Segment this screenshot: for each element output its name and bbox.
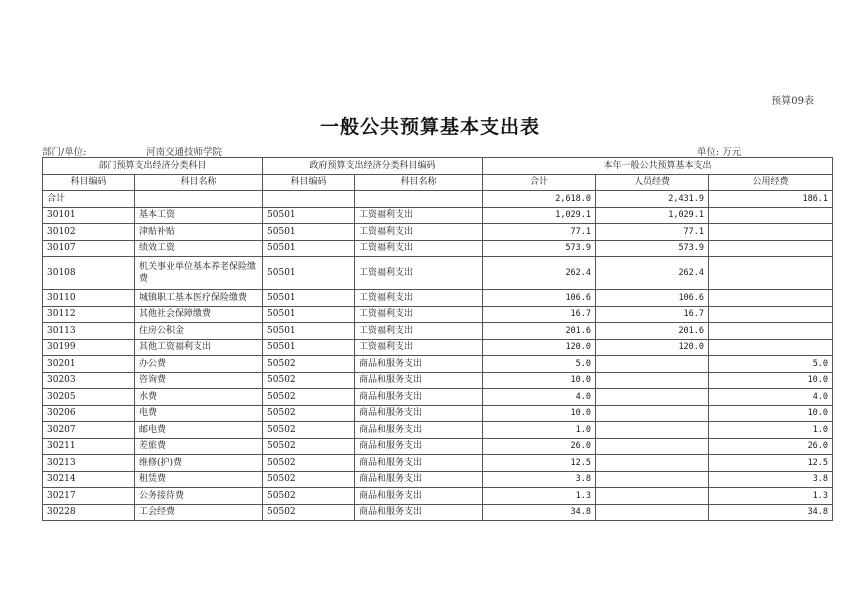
table-row — [43, 389, 833, 406]
cell-total: 5.0 — [483, 356, 596, 373]
cell-name: 租赁费 — [135, 471, 263, 488]
table-row — [43, 290, 833, 307]
column-header-row — [43, 174, 833, 191]
cell-personnel — [596, 455, 709, 472]
cell-personnel: 106.6 — [596, 290, 709, 307]
group-header-gov: 政府预算支出经济分类科目编码 — [263, 158, 483, 175]
cell-gov-code: 50501 — [263, 339, 355, 356]
table-row — [43, 455, 833, 472]
total-public: 186.1 — [709, 191, 833, 208]
cell-public — [709, 323, 833, 340]
cell-name: 维修(护)费 — [135, 455, 263, 472]
cell-name: 工会经费 — [135, 504, 263, 521]
cell-public: 10.0 — [709, 372, 833, 389]
cell-code: 30101 — [43, 207, 135, 224]
cell-gov-code: 50501 — [263, 224, 355, 241]
cell-gov-name: 工资福利支出 — [355, 240, 483, 257]
cell-gov-code: 50501 — [263, 240, 355, 257]
form-code: 预算09表 — [771, 96, 814, 107]
cell-code: 30214 — [43, 471, 135, 488]
col-header-gov-name: 科目名称 — [355, 174, 483, 191]
cell-personnel — [596, 372, 709, 389]
cell-gov-code: 50502 — [263, 471, 355, 488]
cell-gov-code: 50502 — [263, 422, 355, 439]
cell-personnel: 120.0 — [596, 339, 709, 356]
cell-code: 30110 — [43, 290, 135, 307]
cell-public — [709, 207, 833, 224]
meta-line — [42, 144, 832, 156]
col-header-code: 科目编码 — [43, 174, 135, 191]
cell-public — [709, 306, 833, 323]
cell-gov-code: 50502 — [263, 356, 355, 373]
total-empty-gov-code — [263, 191, 355, 208]
cell-code: 30203 — [43, 372, 135, 389]
cell-total: 26.0 — [483, 438, 596, 455]
cell-gov-code: 50501 — [263, 306, 355, 323]
cell-name: 咨询费 — [135, 372, 263, 389]
cell-total: 201.6 — [483, 323, 596, 340]
cell-name: 机关事业单位基本养老保险缴费 — [135, 257, 263, 290]
cell-name: 基本工资 — [135, 207, 263, 224]
cell-personnel: 573.9 — [596, 240, 709, 257]
table-row — [43, 356, 833, 373]
cell-name: 公务接待费 — [135, 488, 263, 505]
cell-gov-code: 50501 — [263, 290, 355, 307]
cell-personnel — [596, 488, 709, 505]
cell-total: 12.5 — [483, 455, 596, 472]
cell-code: 30206 — [43, 405, 135, 422]
cell-name: 其他工资福利支出 — [135, 339, 263, 356]
cell-public: 26.0 — [709, 438, 833, 455]
cell-public: 1.3 — [709, 488, 833, 505]
col-header-personnel: 人员经费 — [596, 174, 709, 191]
cell-public — [709, 290, 833, 307]
cell-gov-code: 50502 — [263, 405, 355, 422]
cell-public: 3.8 — [709, 471, 833, 488]
cell-name: 邮电费 — [135, 422, 263, 439]
cell-public: 1.0 — [709, 422, 833, 439]
table-row — [43, 488, 833, 505]
cell-public: 12.5 — [709, 455, 833, 472]
cell-name: 办公费 — [135, 356, 263, 373]
cell-personnel — [596, 438, 709, 455]
cell-code: 30228 — [43, 504, 135, 521]
table-row — [43, 224, 833, 241]
cell-gov-name: 商品和服务支出 — [355, 372, 483, 389]
cell-name: 其他社会保障缴费 — [135, 306, 263, 323]
table-row — [43, 405, 833, 422]
cell-total: 16.7 — [483, 306, 596, 323]
col-header-public: 公用经费 — [709, 174, 833, 191]
cell-total: 1.3 — [483, 488, 596, 505]
table-row — [43, 257, 833, 290]
cell-gov-name: 工资福利支出 — [355, 224, 483, 241]
col-header-total: 合计 — [483, 174, 596, 191]
cell-total: 3.8 — [483, 471, 596, 488]
cell-name: 津贴补贴 — [135, 224, 263, 241]
cell-total: 1.0 — [483, 422, 596, 439]
cell-gov-name: 工资福利支出 — [355, 306, 483, 323]
cell-personnel: 262.4 — [596, 257, 709, 290]
cell-gov-name: 工资福利支出 — [355, 339, 483, 356]
cell-personnel: 77.1 — [596, 224, 709, 241]
cell-personnel: 1,029.1 — [596, 207, 709, 224]
cell-name: 住房公积金 — [135, 323, 263, 340]
cell-public: 34.8 — [709, 504, 833, 521]
cell-public — [709, 224, 833, 241]
cell-code: 30102 — [43, 224, 135, 241]
cell-gov-code: 50502 — [263, 438, 355, 455]
table-row — [43, 438, 833, 455]
group-header-current-year: 本年一般公共预算基本支出 — [483, 158, 833, 175]
cell-name: 差旅费 — [135, 438, 263, 455]
cell-gov-name: 商品和服务支出 — [355, 356, 483, 373]
cell-gov-name: 商品和服务支出 — [355, 504, 483, 521]
cell-code: 30205 — [43, 389, 135, 406]
table-row — [43, 207, 833, 224]
cell-gov-code: 50501 — [263, 207, 355, 224]
cell-name: 城镇职工基本医疗保险缴费 — [135, 290, 263, 307]
cell-code: 30217 — [43, 488, 135, 505]
cell-gov-code: 50502 — [263, 488, 355, 505]
budget-table — [42, 157, 833, 521]
cell-total: 1,029.1 — [483, 207, 596, 224]
cell-gov-code: 50502 — [263, 504, 355, 521]
total-empty-name — [135, 191, 263, 208]
dept-value: 河南交通技师学院 — [146, 147, 223, 158]
cell-gov-name: 商品和服务支出 — [355, 438, 483, 455]
cell-public — [709, 257, 833, 290]
cell-total: 10.0 — [483, 372, 596, 389]
cell-personnel: 16.7 — [596, 306, 709, 323]
cell-gov-name: 商品和服务支出 — [355, 422, 483, 439]
group-header-dept: 部门预算支出经济分类科目 — [43, 158, 263, 175]
cell-code: 30207 — [43, 422, 135, 439]
cell-gov-name: 工资福利支出 — [355, 323, 483, 340]
cell-total: 573.9 — [483, 240, 596, 257]
dept-label: 部门/单位: — [42, 147, 87, 158]
col-header-gov-code: 科目编码 — [263, 174, 355, 191]
cell-gov-code: 50501 — [263, 323, 355, 340]
cell-code: 30213 — [43, 455, 135, 472]
cell-personnel — [596, 471, 709, 488]
table-row — [43, 240, 833, 257]
page-title: 一般公共预算基本支出表 — [319, 116, 540, 138]
cell-total: 34.8 — [483, 504, 596, 521]
cell-gov-code: 50502 — [263, 372, 355, 389]
cell-code: 30199 — [43, 339, 135, 356]
cell-public: 10.0 — [709, 405, 833, 422]
cell-gov-code: 50502 — [263, 455, 355, 472]
cell-name: 电费 — [135, 405, 263, 422]
cell-total: 262.4 — [483, 257, 596, 290]
cell-total: 10.0 — [483, 405, 596, 422]
cell-personnel — [596, 356, 709, 373]
cell-personnel — [596, 504, 709, 521]
cell-gov-name: 商品和服务支出 — [355, 471, 483, 488]
table-row — [43, 504, 833, 521]
cell-public — [709, 240, 833, 257]
cell-code: 30107 — [43, 240, 135, 257]
cell-personnel — [596, 405, 709, 422]
cell-personnel — [596, 422, 709, 439]
cell-gov-name: 工资福利支出 — [355, 207, 483, 224]
cell-gov-code: 50501 — [263, 257, 355, 290]
total-sum: 2,618.0 — [483, 191, 596, 208]
cell-code: 30113 — [43, 323, 135, 340]
cell-total: 120.0 — [483, 339, 596, 356]
table-row — [43, 471, 833, 488]
col-header-name: 科目名称 — [135, 174, 263, 191]
cell-public: 5.0 — [709, 356, 833, 373]
cell-gov-name: 商品和服务支出 — [355, 405, 483, 422]
total-label: 合计 — [43, 191, 135, 208]
cell-public: 4.0 — [709, 389, 833, 406]
cell-personnel — [596, 389, 709, 406]
cell-total: 4.0 — [483, 389, 596, 406]
cell-personnel: 201.6 — [596, 323, 709, 340]
cell-name: 水费 — [135, 389, 263, 406]
cell-code: 30211 — [43, 438, 135, 455]
total-empty-gov-name — [355, 191, 483, 208]
cell-gov-name: 商品和服务支出 — [355, 455, 483, 472]
cell-code: 30112 — [43, 306, 135, 323]
cell-code: 30201 — [43, 356, 135, 373]
cell-gov-name: 商品和服务支出 — [355, 389, 483, 406]
cell-gov-name: 商品和服务支出 — [355, 488, 483, 505]
cell-code: 30108 — [43, 257, 135, 290]
table-row — [43, 372, 833, 389]
cell-gov-name: 工资福利支出 — [355, 257, 483, 290]
cell-gov-code: 50502 — [263, 389, 355, 406]
table-row — [43, 306, 833, 323]
cell-total: 77.1 — [483, 224, 596, 241]
cell-public — [709, 339, 833, 356]
total-personnel: 2,431.9 — [596, 191, 709, 208]
cell-name: 绩效工资 — [135, 240, 263, 257]
unit-label: 单位: 万元 — [697, 147, 742, 158]
table-row — [43, 323, 833, 340]
group-header-row — [43, 158, 833, 175]
cell-total: 106.6 — [483, 290, 596, 307]
total-row — [43, 191, 833, 208]
cell-gov-name: 工资福利支出 — [355, 290, 483, 307]
table-row — [43, 339, 833, 356]
table-row — [43, 422, 833, 439]
